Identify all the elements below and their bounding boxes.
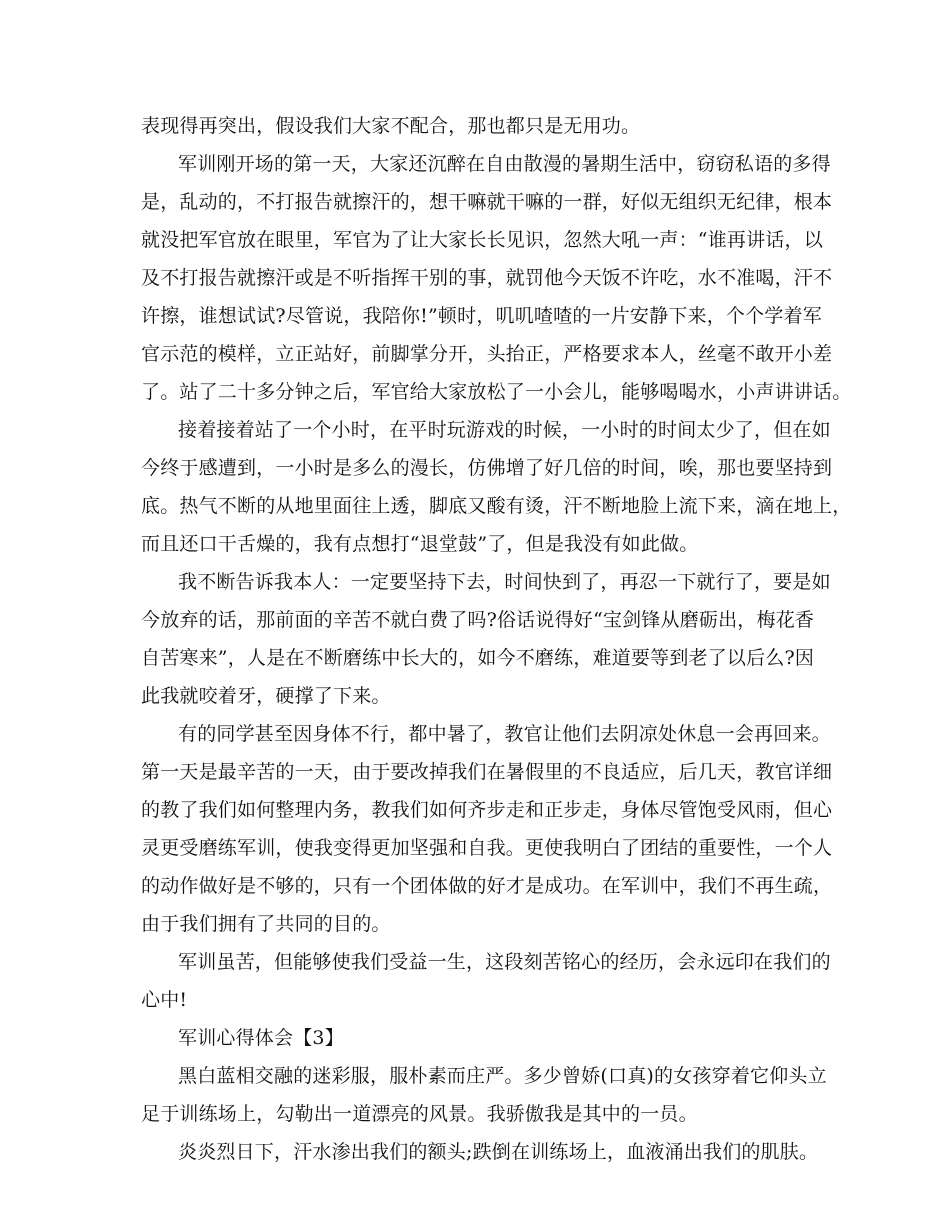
text-line: 许擦，谁想试试?尽管说，我陪你!”顿时，叽叽喳喳的一片安静下来，个个学着军 bbox=[141, 305, 822, 327]
text-line: 第一天是最辛苦的一天，由于要改掉我们在暑假里的不良适应，后几天，教官详细 bbox=[141, 761, 833, 783]
text-line: 是，乱动的，不打报告就擦汗的，想干嘛就干嘛的一群，好似无组织无纪律，根本 bbox=[141, 191, 833, 213]
text-line: 今终于感遭到，一小时是多么的漫长，仿佛增了好几倍的时间，唉，那也要坚持到 bbox=[141, 457, 833, 479]
text-line: 军训刚开场的第一天，大家还沉醉在自由散漫的暑期生活中，窃窃私语的多得 bbox=[178, 153, 831, 175]
text-line: 接着接着站了一个小时，在平时玩游戏的时候，一小时的时间太少了，但在如 bbox=[178, 419, 831, 441]
text-line: 的动作做好是不够的，只有一个团体做的好才是成功。在军训中，我们不再生疏， bbox=[141, 875, 833, 897]
text-line: 的教了我们如何整理内务，教我们如何齐步走和正步走，身体尽管饱受风雨，但心 bbox=[141, 799, 833, 821]
text-line: 了。站了二十多分钟之后，军官给大家放松了一小会儿，能够喝喝水，小声讲讲话。 bbox=[141, 381, 852, 403]
text-line: 官示范的模样，立正站好，前脚掌分开，头抬正，严格要求本人，丝毫不敢开小差 bbox=[141, 343, 833, 365]
text-line: 心中! bbox=[141, 989, 188, 1011]
text-line: 就没把军官放在眼里，军官为了让大家长长见识，忽然大吼一声：“谁再讲话，以 bbox=[141, 229, 823, 251]
text-line: 及不打报告就擦汗或是不听指挥干别的事，就罚他今天饭不许吃，水不准喝，汗不 bbox=[141, 267, 833, 289]
text-line: 黑白蓝相交融的迷彩服，服朴素而庄严。多少曾娇(口真)的女孩穿着它仰头立 bbox=[178, 1065, 827, 1087]
text-line: 由于我们拥有了共同的目的。 bbox=[141, 913, 391, 935]
text-line: 表现得再突出，假设我们大家不配合，那也都只是无用功。 bbox=[141, 115, 641, 137]
text-line: 今放弃的话，那前面的辛苦不就白费了吗?俗话说得好“宝剑锋从磨砺出，梅花香 bbox=[141, 609, 815, 631]
text-line: 有的同学甚至因身体不行，都中暑了，教官让他们去阴凉处休息一会再回来。 bbox=[178, 723, 831, 745]
text-line: 而且还口干舌燥的，我有点想打“退堂鼓”了，但是我没有如此做。 bbox=[141, 533, 699, 555]
text-line: 自苦寒来”，人是在不断磨练中长大的，如今不磨练，难道要等到老了以后么?因 bbox=[141, 647, 815, 669]
text-line: 此我就咬着牙，硬撑了下来。 bbox=[141, 685, 391, 707]
text-line: 我不断告诉我本人：一定要坚持下去，时间快到了，再忍一下就行了，要是如 bbox=[178, 571, 831, 593]
text-line: 炎炎烈日下，汗水渗出我们的额头;跌倒在训练场上，血液涌出我们的肌肤。 bbox=[178, 1141, 819, 1163]
text-line: 灵更受磨练军训，使我变得更加坚强和自我。更使我明白了团结的重要性，一个人 bbox=[141, 837, 833, 859]
text-line: 军训虽苦，但能够使我们受益一生，这段刻苦铭心的经历，会永远印在我们的 bbox=[178, 951, 831, 973]
text-line: 足于训练场上，勾勒出一道漂亮的风景。我骄傲我是其中的一员。 bbox=[141, 1103, 698, 1125]
section-heading: 军训心得体会【3】 bbox=[178, 1027, 344, 1049]
text-line: 底。热气不断的从地里面往上透，脚底又酸有烫，汗不断地脸上流下来，滴在地上， bbox=[141, 495, 852, 517]
